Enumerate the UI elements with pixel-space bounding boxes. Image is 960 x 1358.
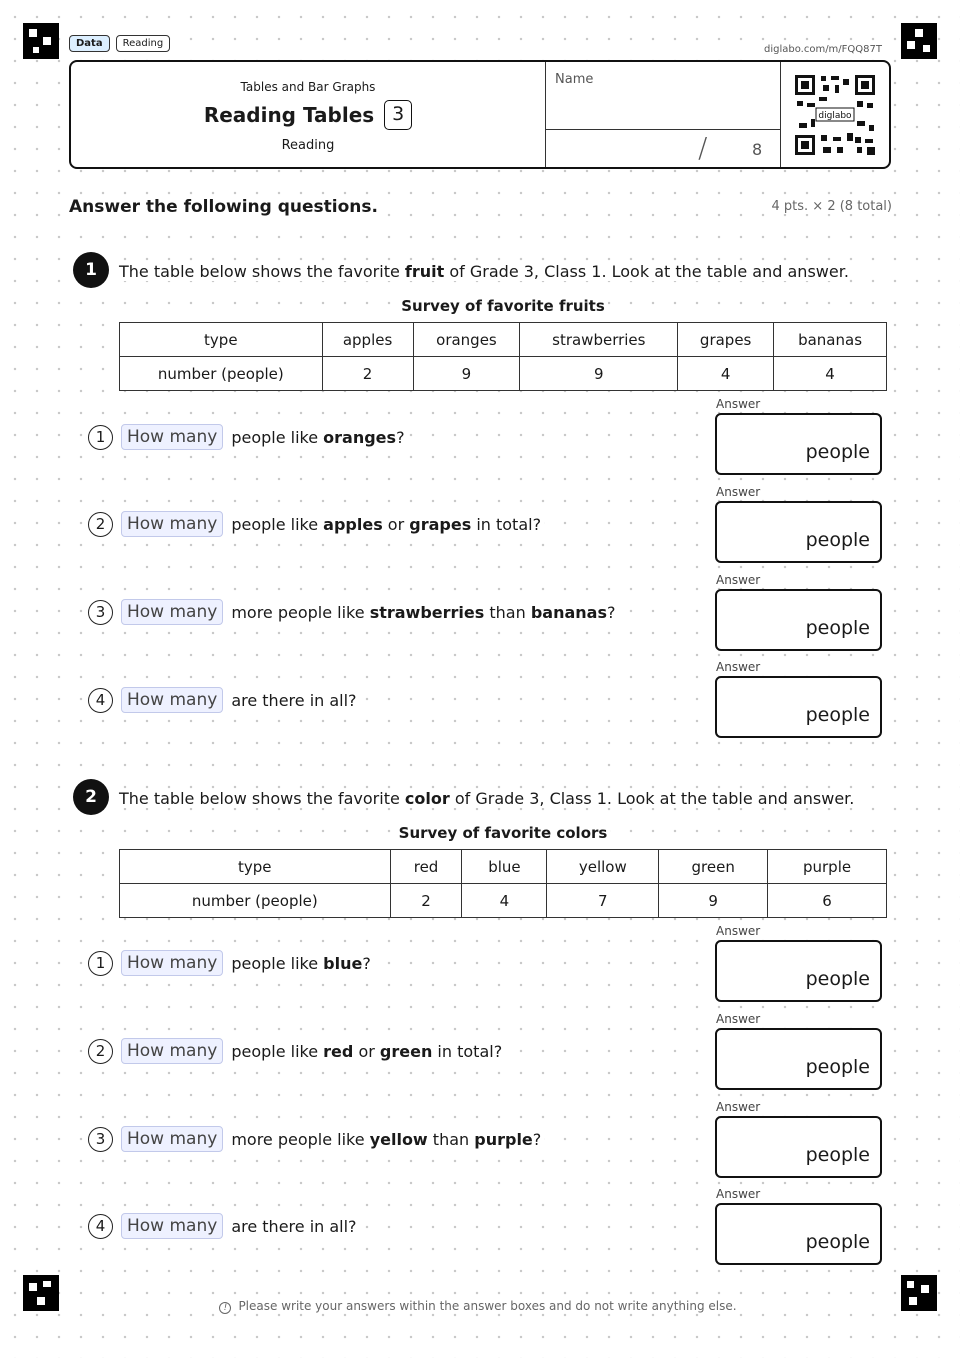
table-row	[120, 884, 887, 918]
qr-code-block	[781, 62, 889, 167]
question-text	[119, 789, 854, 808]
table-row-label: number (people)	[120, 884, 391, 918]
answer-box[interactable]	[715, 413, 882, 475]
worksheet-number: 3	[384, 100, 412, 130]
question-text-bold: fruit	[404, 262, 445, 281]
corner-marker-top-left	[23, 23, 59, 59]
table-header-label: type	[120, 323, 323, 357]
header-category: Reading	[281, 138, 335, 153]
table-cell: 4	[678, 357, 774, 391]
subquestion	[88, 508, 544, 540]
subquestion-text-bold: strawberries	[369, 602, 485, 622]
table-column-header: yellow	[547, 850, 659, 884]
qr-label: diglabo	[818, 110, 852, 121]
footer-text: Please write your answers within the answer boxes and do not write anything else.	[234, 1299, 740, 1313]
table-column-header: red	[390, 850, 462, 884]
table-row	[120, 357, 887, 391]
subquestion	[88, 596, 618, 628]
question-text-part: The table below shows the favorite	[119, 262, 405, 281]
answer-box[interactable]	[715, 501, 882, 563]
table-column-header: blue	[462, 850, 547, 884]
qr-code-icon	[793, 73, 877, 157]
answer-unit: people	[805, 1056, 870, 1078]
table-column-header: oranges	[413, 323, 520, 357]
subquestion-text-bold: bananas	[530, 602, 607, 622]
subquestion-text	[231, 428, 407, 447]
subquestion-text-part: than	[427, 1129, 475, 1149]
worksheet-header	[69, 60, 891, 169]
info-icon: !	[219, 1302, 231, 1314]
table-header-row	[120, 850, 887, 884]
subquestion-text-part: are there in all?	[231, 690, 357, 710]
how-many-label: How many	[121, 1126, 223, 1152]
footer-note	[0, 1299, 960, 1314]
answer-unit: people	[805, 529, 870, 551]
table-cell: 9	[413, 357, 520, 391]
answer-box[interactable]	[715, 940, 882, 1002]
table-column-header: strawberries	[520, 323, 678, 357]
question-number: 1	[73, 252, 109, 288]
answer-unit: people	[805, 617, 870, 639]
subquestion-number: 1	[88, 951, 113, 976]
subquestion-text-bold: red	[323, 1041, 354, 1061]
subquestion-text-part: in total?	[432, 1041, 503, 1061]
subquestion-number: 2	[88, 1039, 113, 1064]
subquestion-text-bold: apples	[323, 514, 383, 534]
subquestion-text	[231, 603, 618, 622]
subquestion-text-bold: oranges	[323, 427, 397, 447]
answer-unit: people	[805, 441, 870, 463]
name-field[interactable]	[546, 62, 780, 130]
how-many-label: How many	[121, 1213, 223, 1239]
subquestion-text-part: are there in all?	[231, 1216, 357, 1236]
score-total: 8	[752, 140, 763, 159]
survey-table-fruits	[119, 322, 887, 391]
subquestion-text-part: than	[484, 602, 531, 622]
table-cell: 2	[390, 884, 462, 918]
table-cell: 4	[462, 884, 547, 918]
name-label: Name	[555, 72, 594, 87]
subquestion-text-part: in total?	[471, 514, 542, 534]
answer-label: Answer	[716, 485, 761, 499]
subquestion-text-part: people like	[231, 1041, 324, 1061]
how-many-label: How many	[121, 424, 223, 450]
subquestion-text-part: people like	[231, 953, 324, 973]
answer-label: Answer	[716, 573, 761, 587]
subquestion-text	[231, 1042, 505, 1061]
table-cell: 2	[322, 357, 413, 391]
header-subtitle: Tables and Bar Graphs	[240, 80, 376, 94]
answer-box[interactable]	[715, 676, 882, 738]
subquestion-text-part: ?	[362, 953, 371, 973]
table-header-row	[120, 323, 887, 357]
subquestion-number: 2	[88, 512, 113, 537]
question-text-part: of Grade 3, Class 1. Look at the table and answer.	[449, 789, 855, 808]
question-text-part: of Grade 3, Class 1. Look at the table and answer.	[444, 262, 849, 281]
how-many-label: How many	[121, 1038, 223, 1064]
table-title-text: Survey of favorite colors	[396, 824, 611, 842]
survey-table-colors	[119, 849, 887, 918]
worksheet-url: diglabo.com/m/FQQ87T	[763, 44, 882, 55]
tag-list	[69, 35, 170, 52]
table-cell: 7	[547, 884, 659, 918]
score-slash: /	[698, 131, 708, 164]
table-column-header: purple	[768, 850, 887, 884]
answer-unit: people	[805, 1144, 870, 1166]
subquestion-number: 1	[88, 425, 113, 450]
table-title	[119, 824, 887, 842]
instructions: Answer the following questions.	[69, 197, 382, 217]
table-cell: 4	[774, 357, 887, 391]
answer-label: Answer	[716, 1012, 761, 1026]
answer-label: Answer	[716, 660, 761, 674]
subquestion-text-part: more people like	[231, 1129, 370, 1149]
header-title-row	[71, 100, 545, 130]
answer-unit: people	[805, 704, 870, 726]
subquestion-number: 3	[88, 600, 113, 625]
subquestion	[88, 1035, 505, 1067]
answer-label: Answer	[716, 1100, 761, 1114]
subquestion-text-part: ?	[532, 1129, 542, 1149]
table-column-header: apples	[322, 323, 413, 357]
answer-label: Answer	[716, 397, 761, 411]
answer-unit: people	[805, 1231, 870, 1253]
subquestion-text	[231, 954, 374, 973]
subquestion	[88, 421, 408, 453]
header-title-block	[71, 62, 545, 167]
subquestion-text-bold: green	[379, 1041, 433, 1061]
table-cell: 9	[659, 884, 768, 918]
corner-marker-top-right	[901, 23, 937, 59]
how-many-label: How many	[121, 687, 223, 713]
subquestion	[88, 684, 360, 716]
name-score-block	[545, 62, 781, 167]
table-column-header: green	[659, 850, 768, 884]
subquestion-text-part: ?	[606, 602, 616, 622]
table-title-text: Survey of favorite fruits	[398, 297, 608, 315]
answer-box[interactable]	[715, 1116, 882, 1178]
subquestion-text-part: more people like	[231, 602, 370, 622]
table-column-header: grapes	[678, 323, 774, 357]
subquestion-text-part: or	[353, 1041, 380, 1061]
subquestion-text-part: or	[382, 514, 410, 534]
question-text	[119, 262, 849, 281]
answer-box[interactable]	[715, 589, 882, 651]
table-column-header: bananas	[774, 323, 887, 357]
subquestion-text-bold: purple	[474, 1129, 533, 1149]
answer-label: Answer	[716, 1187, 761, 1201]
tag-reading: Reading	[116, 35, 171, 52]
subquestion-text-part: people like	[231, 514, 324, 534]
subquestion-text	[231, 691, 359, 710]
score-field[interactable]	[546, 130, 780, 167]
question-text-part: The table below shows the favorite	[119, 789, 405, 808]
subquestion-text-bold: grapes	[409, 514, 472, 534]
subquestion-text-part: people like	[231, 427, 324, 447]
subquestion-text-bold: blue	[323, 953, 363, 973]
subquestion	[88, 1210, 360, 1242]
subquestion-text	[231, 515, 544, 534]
answer-box[interactable]	[715, 1203, 882, 1265]
table-header-label: type	[120, 850, 391, 884]
subquestion-text	[231, 1217, 359, 1236]
answer-box[interactable]	[715, 1028, 882, 1090]
subquestion-number: 4	[88, 1214, 113, 1239]
subquestion-number: 4	[88, 688, 113, 713]
subquestion-text	[231, 1130, 544, 1149]
page-title: Reading Tables	[203, 103, 375, 127]
question-text-bold: color	[404, 789, 450, 808]
table-title	[119, 297, 887, 315]
how-many-label: How many	[121, 599, 223, 625]
how-many-label: How many	[121, 950, 223, 976]
subquestion	[88, 1123, 544, 1155]
subquestion-text-bold: yellow	[369, 1129, 428, 1149]
question-number: 2	[73, 779, 109, 815]
subquestion-number: 3	[88, 1127, 113, 1152]
table-cell: 6	[768, 884, 887, 918]
subquestion-text-part: ?	[396, 427, 405, 447]
tag-data: Data	[69, 35, 110, 52]
table-row-label: number (people)	[120, 357, 323, 391]
subquestion	[88, 947, 374, 979]
table-cell: 9	[520, 357, 678, 391]
points-info: 4 pts. × 2 (8 total)	[771, 199, 892, 214]
how-many-label: How many	[121, 511, 223, 537]
answer-label: Answer	[716, 924, 761, 938]
answer-unit: people	[805, 968, 870, 990]
